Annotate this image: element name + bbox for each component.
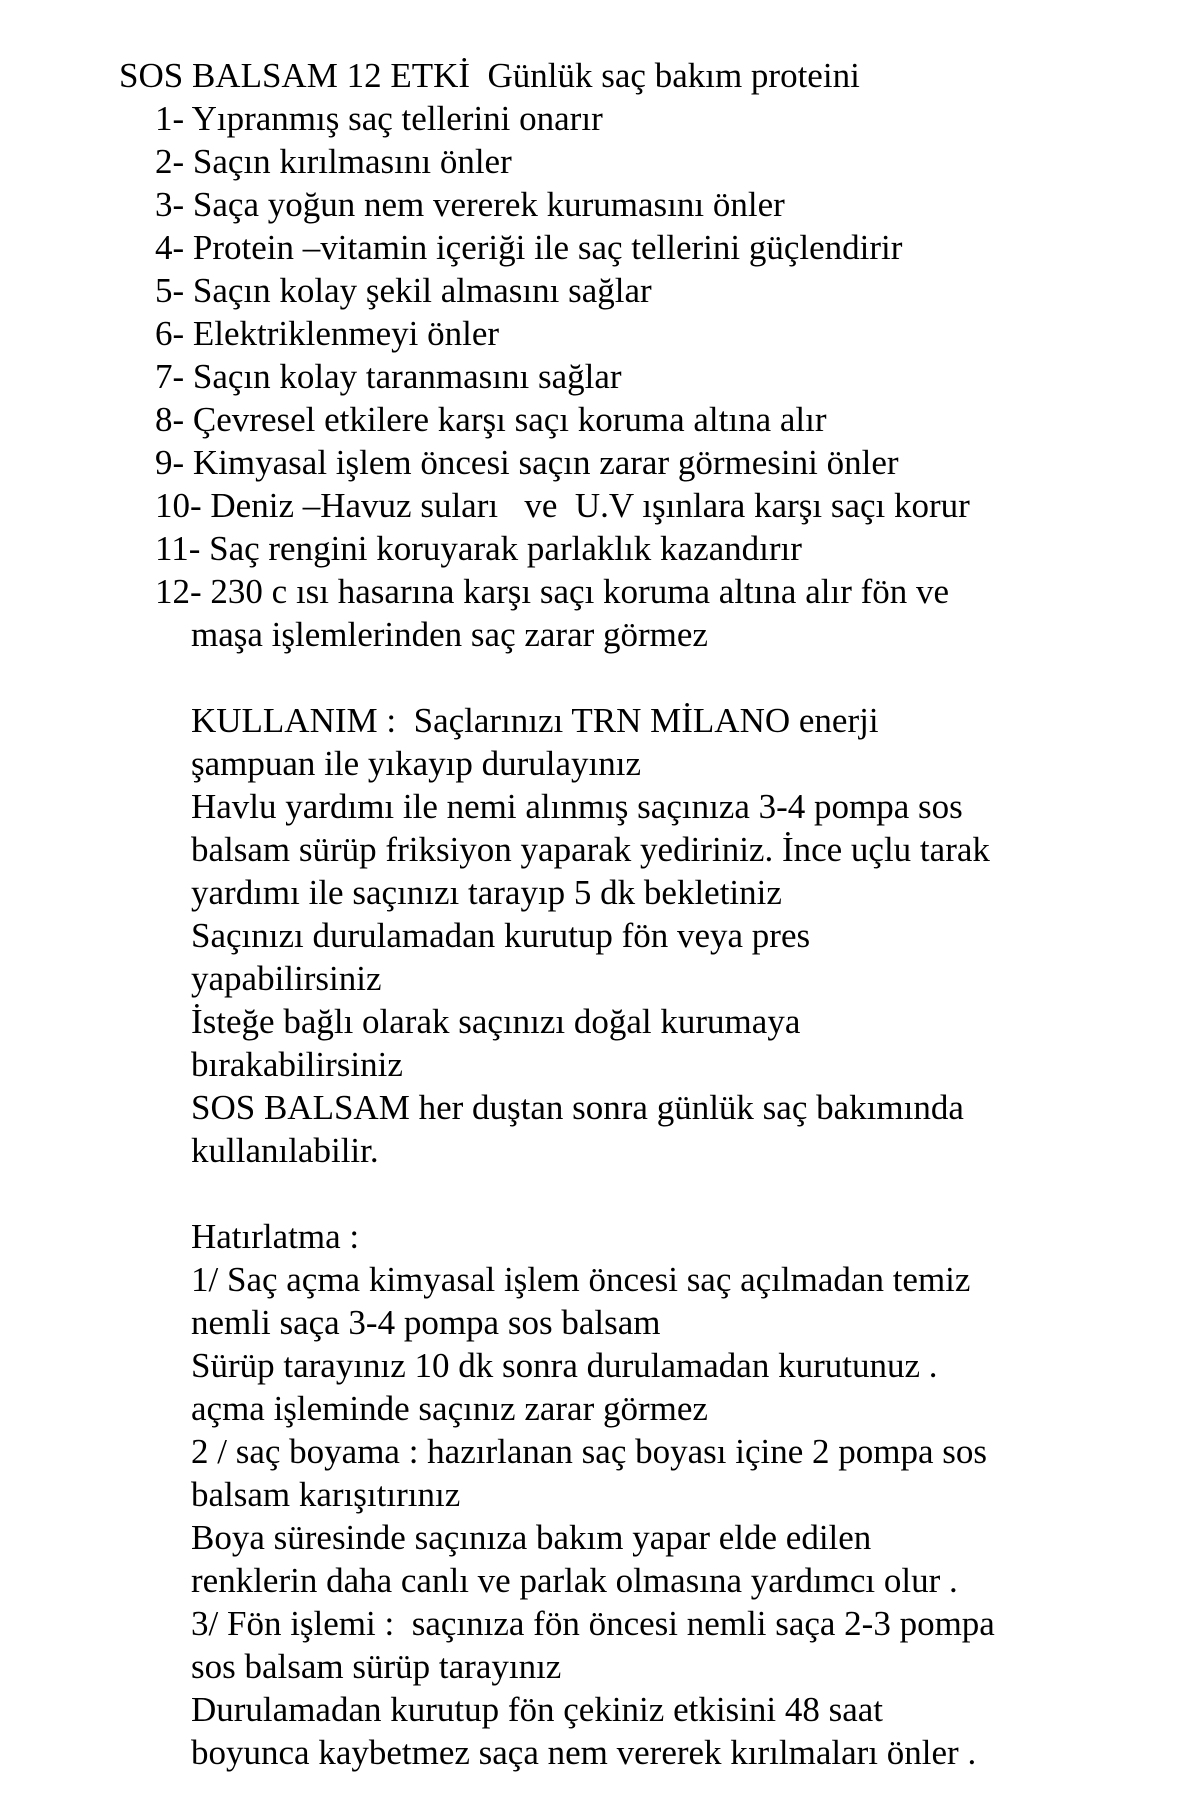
reminder-line: sos balsam sürüp tarayınız	[191, 1647, 562, 1686]
reminder-line: Boya süresinde saçınıza bakım yapar elde edilen	[191, 1518, 872, 1557]
effect-item: 2- Saçın kırılmasını önler	[155, 142, 512, 181]
reminder-line: açma işleminde saçınız zarar görmez	[191, 1389, 708, 1428]
effect-item: 4- Protein –vitamin içeriği ile saç tellerini güçlendirir	[155, 228, 903, 267]
reminder-line: 3/ Fön işlemi : saçınıza fön öncesi nemli saça 2-3 pompa	[191, 1604, 995, 1643]
usage-line: yardımı ile saçınızı tarayıp 5 dk bekletiniz	[191, 873, 782, 912]
usage-line: yapabilirsiniz	[191, 959, 382, 998]
effect-item: 7- Saçın kolay taranmasını sağlar	[155, 357, 622, 396]
effect-item: 11- Saç rengini koruyarak parlaklık kazandırır	[155, 529, 802, 568]
effect-item: 6- Elektriklenmeyi önler	[155, 314, 500, 353]
usage-line: kullanılabilir.	[191, 1131, 379, 1170]
reminder-line: Sürüp tarayınız 10 dk sonra durulamadan kurutunuz .	[191, 1346, 938, 1385]
usage-line: KULLANIM : Saçlarınızı TRN MİLANO enerji	[191, 701, 879, 740]
reminder-line: nemli saça 3-4 pompa sos balsam	[191, 1303, 661, 1342]
reminder-line: balsam karışıtırınız	[191, 1475, 461, 1514]
usage-line: şampuan ile yıkayıp durulayınız	[191, 744, 642, 783]
effect-item: 12- 230 c ısı hasarına karşı saçı koruma altına alır fön ve	[155, 572, 950, 611]
reminder-line: 2 / saç boyama : hazırlanan saç boyası içine 2 pompa sos	[191, 1432, 988, 1471]
usage-line: SOS BALSAM her duştan sonra günlük saç bakımında	[191, 1088, 964, 1127]
reminder-line: renklerin daha canlı ve parlak olmasına yardımcı olur .	[191, 1561, 958, 1600]
usage-line: balsam sürüp friksiyon yaparak yediriniz. İnce uçlu tarak	[191, 830, 990, 869]
effect-item: 8- Çevresel etkilere karşı saçı koruma altına alır	[155, 400, 827, 439]
reminder-line: boyunca kaybetmez saça nem vererek kırılmaları önler .	[191, 1733, 977, 1772]
usage-line: Saçınızı durulamadan kurutup fön veya pres	[191, 916, 811, 955]
usage-line: Havlu yardımı ile nemi alınmış saçınıza 3-4 pompa sos	[191, 787, 963, 826]
effect-item: 9- Kimyasal işlem öncesi saçın zarar görmesini önler	[155, 443, 899, 482]
effect-item: 3- Saça yoğun nem vererek kurumasını önler	[155, 185, 785, 224]
reminder-title: Hatırlatma :	[191, 1217, 360, 1256]
usage-line: bırakabilirsiniz	[191, 1045, 403, 1084]
effect-item: 1- Yıpranmış saç tellerini onarır	[155, 99, 603, 138]
document-heading: SOS BALSAM 12 ETKİ Günlük saç bakım proteini	[119, 56, 860, 95]
effect-item: 10- Deniz –Havuz suları ve U.V ışınlara karşı saçı korur	[155, 486, 970, 525]
usage-line: İsteğe bağlı olarak saçınızı doğal kurumaya	[191, 1002, 801, 1041]
effect-item-continuation: maşa işlemlerinden saç zarar görmez	[191, 615, 708, 654]
effect-item: 5- Saçın kolay şekil almasını sağlar	[155, 271, 652, 310]
reminder-line: Durulamadan kurutup fön çekiniz etkisini 48 saat	[191, 1690, 884, 1729]
reminder-line: 1/ Saç açma kimyasal işlem öncesi saç açılmadan temiz	[191, 1260, 971, 1299]
